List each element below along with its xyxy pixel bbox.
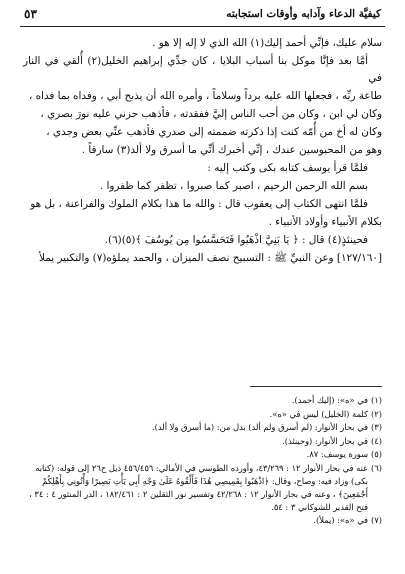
- footnote-text: في «ه»: (إليك أحمد).: [291, 395, 368, 405]
- footnote-number: (٣): [371, 422, 382, 433]
- footnote-divider: [250, 386, 382, 387]
- footnote: [23, 394, 382, 408]
- main-text: [20, 35, 385, 267]
- text-line: طاعة ربِّه ، فجعلها الله عليه برداً وسلاماً ، وأمره الله أن يذبح أبي ، وفداه بما فداه ،: [28, 90, 382, 102]
- footnote: [23, 421, 382, 435]
- footnote: [23, 435, 382, 449]
- footnote-number: (٢): [371, 408, 382, 419]
- footnotes: [23, 394, 382, 528]
- document-page: [20, 6, 385, 566]
- text-line: فلمَّا قرأ يوسف كتابه بكى وكتب إليه :: [207, 162, 368, 174]
- footnote-number: (١): [371, 395, 382, 405]
- text-line: بسم الله الرحمن الرحيم ، اصبر كما صبروا ، تظفر كما ظفروا .: [99, 180, 368, 192]
- page-number: ٥٣: [24, 7, 37, 21]
- footnote-text: سورة يوسف: ٨٧.: [306, 449, 368, 460]
- footnote-number: (٥): [371, 449, 382, 460]
- footnote-number: (٤): [371, 435, 382, 446]
- running-title: كيفيَّة الدعاء وآدابه وأوقات استجابته: [226, 8, 381, 20]
- text-line: فحينئذٍ(٤) قال : ﴿ يَا بَنِيَّ اذْهَبُوا فَتَحَسَّسُوا مِن يُوسُفَ ﴾(٥)(٦).: [104, 234, 368, 246]
- text-line: وكان لي ابن ، وكان من أحب الناس إليَّ ففقدته ، فأذهب حزني عليه نورَ بصري ،: [40, 108, 382, 120]
- text-line: فلمَّا انتهى الكتاب إلى يعقوب قال : والله ما هذا بكلام الملوك والفراعنة ، بل هو: [30, 198, 368, 210]
- footnote: [23, 448, 382, 462]
- footnote: [23, 408, 382, 422]
- footnote-text: في بحار الأنوار: (وحينئذ).: [282, 435, 368, 446]
- text-line: وهو من المحبوسين عندك ، إنِّي أخبرك أنِّي ما أسرق ولا ألد(٣) سارقاً .: [81, 144, 382, 156]
- footnote-text: في «ه»: (يملأ).: [313, 514, 368, 525]
- text-line: وكان له أخ من أُمّه كنت إذا ذكرته ضممته إلى صدري فأذهب عنِّي بعض وجدي ،: [46, 126, 382, 138]
- footnote-text: عنه في بحار الأنوار ١٢ : ٤٣/٢٦٩، وأورده الطوسي في الأمالي: ٤٥٦/٤٥٦ ذيل ح٢٦ إلى قوله: (كتابه بكى) وزاد فيه: وصاح، وقال: ﴿اذْهَبُوا بِقَمِيصِي هَٰذَا فَأَلْقُوهُ عَلَىٰ وَجْهِ أَبِي يَأْتِ بَصِيرًا وَأْتُونِي بِأَهْلِكُمْ أَجْمَعِينَ﴾ ، وعنه في بحار الأنوار ١٢ : ٤٢/٢٦٨ وتفسير نور الثقلين ٢ : ١٨٢/٤٦١ ، الدر المنثور ٤ : ٣٤ ، فتح القدير للشوكاني ٣ : ٥٤.: [29, 462, 368, 512]
- footnote: [23, 462, 382, 514]
- text-line: بكلام الأنبياء وأولاد الأنبياء .: [268, 216, 382, 228]
- text-line: [١٢٧/١٦٠] وعن النبيِّ ﷺ : التسبيح نصف الميزان ، والحمد يملؤه(٧) والتكبير يملأ: [39, 252, 382, 264]
- footnote-number: (٧): [371, 514, 382, 525]
- text-line: أمَّا بعد فإنَّا موكل بنا أسباب البلايا ، كان جدِّي إبراهيم الخليل(٢) أُلقي في النار في: [23, 55, 382, 84]
- footnote-number: (٦): [371, 462, 382, 473]
- footnote: [23, 514, 382, 528]
- text-line: سلام عليك، فإنِّي أحمد إليك(١) الله الذي لا إله إلا هو .: [152, 37, 382, 49]
- page-header: [20, 6, 385, 27]
- footnote-text: كلمة (الخليل) ليس في «ه».: [269, 408, 368, 419]
- footnote-text: في بحار الأنوار: (لم أسرق ولم ألد) بدل من: (ما أسرق ولا ألد).: [151, 422, 368, 433]
